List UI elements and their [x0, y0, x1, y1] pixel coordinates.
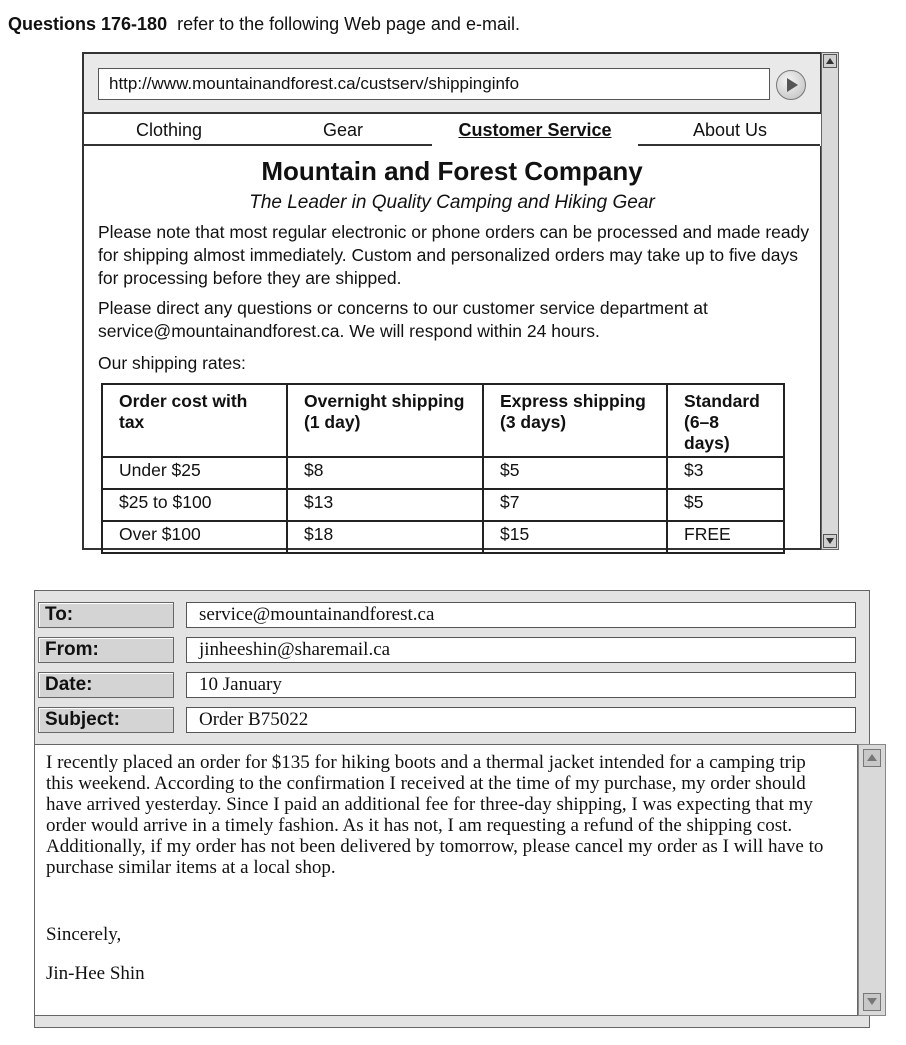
table-row: [102, 489, 784, 521]
table-row: [102, 457, 784, 489]
column-header: [483, 384, 667, 457]
contact-notice: Please direct any questions or concerns to our customer service department at service@mountainandforest.ca. We will respond within 24 hours.: [98, 298, 708, 341]
table-cell: $15: [483, 521, 667, 553]
subject-label: Subject:: [38, 707, 174, 733]
table-cell: $5: [483, 457, 667, 489]
question-range: Questions 176-180: [8, 14, 168, 34]
play-arrow-icon: [787, 78, 798, 92]
company-tagline: The Leader in Quality Camping and Hiking Gear: [249, 192, 655, 213]
processing-notice: Please note that most regular electronic or phone orders can be processed and made ready for shipping almost immediately. Custom and personalized orders may take up to five days for processing before they are shipped.: [98, 222, 810, 288]
header-standard: Standard (6–8 days): [684, 391, 760, 453]
arrow-down-icon: [826, 538, 834, 544]
rates-label: Our shipping rates:: [98, 353, 246, 373]
table-cell: $25 to $100: [102, 489, 287, 521]
header-express: Express shipping (3 days): [500, 391, 646, 432]
from-field[interactable]: jinheeshin@sharemail.ca: [186, 637, 856, 663]
tab-divider: [638, 144, 820, 146]
table-cell: $13: [287, 489, 483, 521]
url-bar[interactable]: http://www.mountainandforest.ca/custserv/shippinginfo: [98, 68, 770, 100]
go-button[interactable]: [776, 70, 806, 100]
subject-field[interactable]: Order B75022: [186, 707, 856, 733]
table-cell: Over $100: [102, 521, 287, 553]
tab-clothing[interactable]: Clothing: [84, 112, 256, 146]
scroll-down-button[interactable]: [823, 534, 837, 548]
arrow-up-icon: [826, 58, 834, 64]
tab-about-us[interactable]: About Us: [638, 112, 822, 146]
table-cell: $5: [667, 489, 784, 521]
to-label: To:: [38, 602, 174, 628]
scroll-down-button[interactable]: [863, 993, 881, 1011]
question-heading: [8, 14, 520, 35]
email-closing: Sincerely,: [46, 924, 122, 945]
scroll-up-button[interactable]: [863, 749, 881, 767]
question-instruction: refer to the following Web page and e-mail.: [177, 14, 520, 34]
email-message: I recently placed an order for $135 for hiking boots and a thermal jacket intended for a camping trip this weekend. According to the confirmation I received at the time of my purchase, my order should have arrived yesterday. Since I paid an additional fee for three-day shipping, I was expecting that my order would arrive in a timely fashion. As it has not, I am requesting a refund of the shipping cost. Additionally, if my order has not been delivered by tomorrow, please cancel my order as I will have to purchase similar items at a local shop.: [46, 752, 824, 878]
shipping-rates-table: [101, 383, 785, 554]
scroll-up-button[interactable]: [823, 54, 837, 68]
column-header: [102, 384, 287, 457]
table-header-row: [102, 384, 784, 457]
browser-scrollbar[interactable]: [821, 52, 839, 550]
arrow-down-icon: [867, 998, 877, 1005]
arrow-up-icon: [867, 754, 877, 761]
column-header: [287, 384, 483, 457]
column-header: [667, 384, 784, 457]
email-signature: Jin-Hee Shin: [46, 963, 145, 984]
table-cell: FREE: [667, 521, 784, 553]
table-cell: Under $25: [102, 457, 287, 489]
from-label: From:: [38, 637, 174, 663]
table-cell: $7: [483, 489, 667, 521]
date-label: Date:: [38, 672, 174, 698]
tab-gear[interactable]: Gear: [254, 112, 434, 146]
company-name: Mountain and Forest Company: [261, 156, 643, 186]
email-scrollbar[interactable]: [858, 744, 886, 1016]
header-order-cost: Order cost with tax: [119, 391, 248, 432]
tab-customer-service-label: Customer Service: [458, 120, 612, 140]
to-field[interactable]: service@mountainandforest.ca: [186, 602, 856, 628]
tab-customer-service[interactable]: [432, 112, 640, 146]
table-cell: $18: [287, 521, 483, 553]
table-cell: $3: [667, 457, 784, 489]
tab-divider: [84, 144, 432, 146]
table-cell: $8: [287, 457, 483, 489]
date-field[interactable]: 10 January: [186, 672, 856, 698]
header-overnight: Overnight shipping (1 day): [304, 391, 465, 432]
table-row: [102, 521, 784, 553]
